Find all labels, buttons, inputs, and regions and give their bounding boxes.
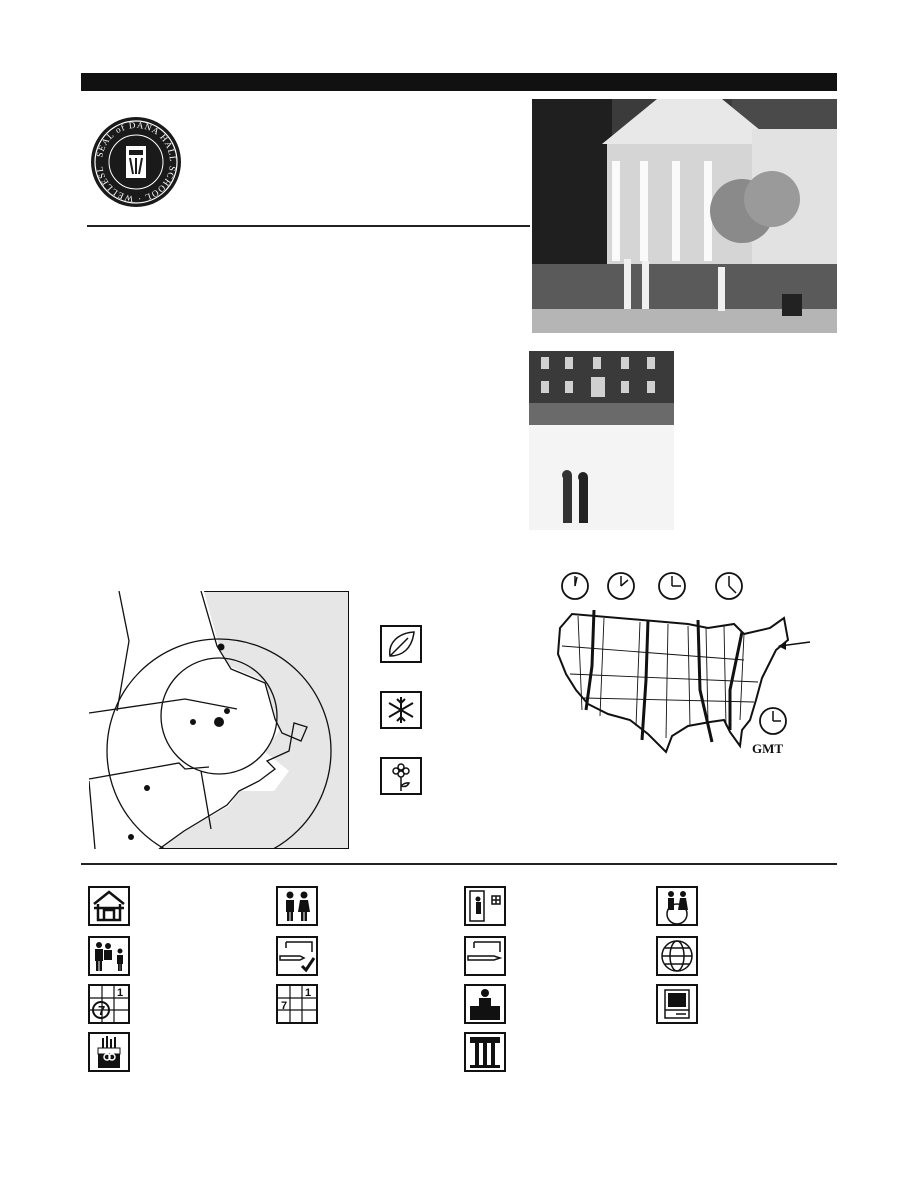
leaf-icon — [380, 625, 422, 663]
arts-icon — [88, 1032, 130, 1072]
test-checkmark-icon — [276, 936, 318, 976]
gmt-label: GMT — [752, 741, 784, 756]
seal-text: SEAL of DANA HALL SCHOOL · WELLESL — [94, 119, 179, 205]
winter-campus-photo — [529, 351, 674, 530]
new-england-map — [89, 591, 349, 849]
svg-text:1: 1 — [305, 987, 312, 999]
calendar-7-icon — [88, 984, 130, 1024]
campus-building-photo — [532, 99, 837, 333]
svg-text:7: 7 — [98, 1003, 106, 1018]
svg-text:1: 1 — [117, 987, 124, 999]
globe-icon — [656, 936, 698, 976]
calendar-grid-icon — [276, 984, 318, 1024]
flower-icon — [380, 757, 422, 795]
international-students-icon — [656, 886, 698, 926]
us-timezone-map — [548, 570, 838, 770]
header-bar — [81, 73, 837, 91]
section-divider-bottom — [81, 863, 837, 865]
writing-test-icon — [464, 936, 506, 976]
column-icon — [464, 1032, 506, 1072]
section-divider — [87, 225, 530, 227]
students-icon — [276, 886, 318, 926]
school-seal-logo — [90, 116, 182, 208]
family-icon — [88, 936, 130, 976]
desk-icon — [464, 984, 506, 1024]
snowflake-icon — [380, 691, 422, 729]
house-icon — [88, 886, 130, 926]
computer-icon — [656, 984, 698, 1024]
dorm-room-icon — [464, 886, 506, 926]
svg-text:7: 7 — [281, 1000, 288, 1012]
